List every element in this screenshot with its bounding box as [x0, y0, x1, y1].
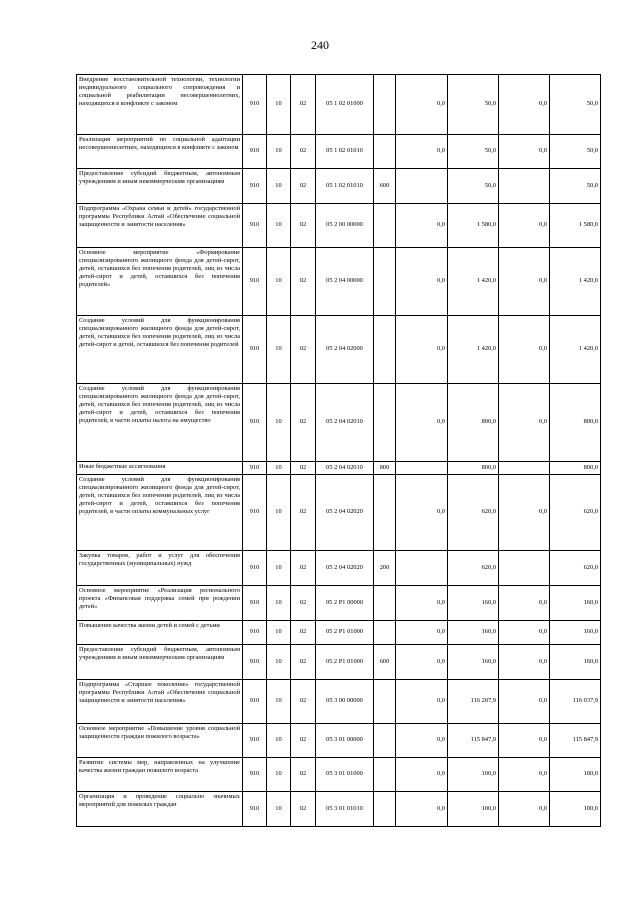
- section-code: 10: [267, 135, 291, 169]
- sum-column-3: [499, 462, 550, 475]
- table-row: [77, 724, 601, 758]
- ved-code: 910: [243, 792, 267, 827]
- expense-type-code: 600: [374, 645, 396, 680]
- sum-column-4: 50,0: [550, 169, 601, 204]
- sum-column-1: 0,0: [396, 135, 448, 169]
- sum-column-4: 800,0: [550, 384, 601, 462]
- sum-column-3: 0,0: [499, 621, 550, 645]
- section-code: 10: [267, 75, 291, 135]
- expense-type-code: 800: [374, 462, 396, 475]
- ved-code: 910: [243, 645, 267, 680]
- sum-column-3: 0,0: [499, 316, 550, 384]
- sum-column-2: 620,0: [448, 475, 499, 551]
- subsection-code: 02: [291, 75, 316, 135]
- sum-column-4: 160,0: [550, 645, 601, 680]
- row-name: Основное мероприятие «Формирование специализированного жилищного фонда для детей-сирот, детей, оставшихся без попечения родителей, лиц из числа детей-сирот и детей, оставшихся без попечения родителей»: [77, 248, 243, 316]
- expense-type-code: [374, 586, 396, 621]
- sum-column-4: 620,0: [550, 551, 601, 586]
- ved-code: 910: [243, 758, 267, 792]
- table-row: [77, 316, 601, 384]
- row-name: Внедрение восстановительной технологии, технологии индивидуального социального сопровождения и социальной реабилитации несовершеннолетних, находящихся в конфликте с законом: [77, 75, 243, 135]
- sum-column-2: 800,0: [448, 384, 499, 462]
- sum-column-3: 0,0: [499, 680, 550, 724]
- ved-code: 910: [243, 248, 267, 316]
- sum-column-2: 115 847,9: [448, 724, 499, 758]
- expense-type-code: [374, 680, 396, 724]
- sum-column-3: 0,0: [499, 75, 550, 135]
- sum-column-2: 160,0: [448, 586, 499, 621]
- ved-code: 910: [243, 724, 267, 758]
- section-code: 10: [267, 758, 291, 792]
- sum-column-3: 0,0: [499, 792, 550, 827]
- sum-column-1: 0,0: [396, 384, 448, 462]
- subsection-code: 02: [291, 169, 316, 204]
- row-name: Закупка товаров, работ и услуг для обеспечения государственных (муниципальных) нужд: [77, 551, 243, 586]
- table-row: [77, 758, 601, 792]
- sum-column-4: 160,0: [550, 621, 601, 645]
- sum-column-4: 1 580,0: [550, 204, 601, 248]
- ved-code: 910: [243, 475, 267, 551]
- row-name: Подпрограмма «Охрана семьи и детей» государственной программы Республики Алтай «Обеспечение социальной защищенности и занятости населения»: [77, 204, 243, 248]
- sum-column-4: 100,0: [550, 758, 601, 792]
- expense-type-code: 200: [374, 551, 396, 586]
- sum-column-2: 100,0: [448, 792, 499, 827]
- sum-column-4: 160,0: [550, 586, 601, 621]
- row-name: Создание условий для функционирования специализированного жилищного фонда для детей-сирот, детей, оставшихся без попечения родителей, лиц из числа детей-сирот и детей, оставшихся без попечения родителей, в части оплаты налога на имущество: [77, 384, 243, 462]
- section-code: 10: [267, 169, 291, 204]
- ved-code: 910: [243, 586, 267, 621]
- row-name: Предоставление субсидий бюджетным, автономным учреждениям и иным некоммерческим организациям: [77, 645, 243, 680]
- sum-column-4: 50,0: [550, 135, 601, 169]
- subsection-code: 02: [291, 248, 316, 316]
- sum-column-4: 100,0: [550, 792, 601, 827]
- subsection-code: 02: [291, 586, 316, 621]
- sum-column-4: 1 420,0: [550, 248, 601, 316]
- target-article-code: 05 2 P1 01000: [316, 621, 374, 645]
- subsection-code: 02: [291, 384, 316, 462]
- sum-column-3: [499, 551, 550, 586]
- row-name: Повышение качества жизни детей и семей с детьми: [77, 621, 243, 645]
- sum-column-3: [499, 169, 550, 204]
- ved-code: 910: [243, 384, 267, 462]
- section-code: 10: [267, 551, 291, 586]
- table-row: [77, 551, 601, 586]
- section-code: 10: [267, 316, 291, 384]
- sum-column-4: 115 847,9: [550, 724, 601, 758]
- sum-column-1: 0,0: [396, 475, 448, 551]
- ved-code: 910: [243, 204, 267, 248]
- row-name: Иные бюджетные ассигнования: [77, 462, 243, 475]
- sum-column-1: 0,0: [396, 724, 448, 758]
- expense-type-code: 600: [374, 169, 396, 204]
- sum-column-1: 0,0: [396, 758, 448, 792]
- sum-column-2: 160,0: [448, 645, 499, 680]
- sum-column-1: 0,0: [396, 792, 448, 827]
- table-row: [77, 645, 601, 680]
- section-code: 10: [267, 384, 291, 462]
- target-article-code: 05 3 01 01010: [316, 792, 374, 827]
- section-code: 10: [267, 462, 291, 475]
- row-name: Основное мероприятие «Реализация регионального проекта «Финансовая поддержка семей при рождении детей»: [77, 586, 243, 621]
- section-code: 10: [267, 204, 291, 248]
- sum-column-3: 0,0: [499, 475, 550, 551]
- target-article-code: 05 2 04 02010: [316, 462, 374, 475]
- sum-column-1: 0,0: [396, 621, 448, 645]
- sum-column-2: 160,0: [448, 621, 499, 645]
- table-row: [77, 586, 601, 621]
- row-name: Создание условий для функционирования специализированного жилищного фонда для детей-сирот, детей, оставшихся без попечения родителей, лиц из числа детей-сирот и детей, оставшихся без попечения родителей, в части оплаты коммунальных услуг: [77, 475, 243, 551]
- table-row: [77, 680, 601, 724]
- ved-code: 910: [243, 621, 267, 645]
- section-code: 10: [267, 248, 291, 316]
- sum-column-2: 50,0: [448, 75, 499, 135]
- sum-column-2: 50,0: [448, 169, 499, 204]
- target-article-code: 05 2 00 00000: [316, 204, 374, 248]
- subsection-code: 02: [291, 462, 316, 475]
- ved-code: 910: [243, 316, 267, 384]
- section-code: 10: [267, 621, 291, 645]
- ved-code: 910: [243, 462, 267, 475]
- sum-column-1: 0,0: [396, 204, 448, 248]
- section-code: 10: [267, 645, 291, 680]
- row-name: Реализация мероприятий по социальной адаптации несовершеннолетних, находящихся в конфликте с законом: [77, 135, 243, 169]
- sum-column-2: 800,0: [448, 462, 499, 475]
- expense-type-code: [374, 204, 396, 248]
- sum-column-1: [396, 169, 448, 204]
- row-name: Создание условий для функционирования специализированного жилищного фонда для детей-сирот, детей, оставшихся без попечения родителей, лиц из числа детей-сирот и детей, оставшихся без попечения родителей: [77, 316, 243, 384]
- section-code: 10: [267, 475, 291, 551]
- target-article-code: 05 2 04 00000: [316, 248, 374, 316]
- subsection-code: 02: [291, 645, 316, 680]
- section-code: 10: [267, 792, 291, 827]
- table-row: [77, 621, 601, 645]
- target-article-code: 05 2 P1 00000: [316, 586, 374, 621]
- sum-column-3: 0,0: [499, 724, 550, 758]
- sum-column-2: 50,0: [448, 135, 499, 169]
- sum-column-3: 0,0: [499, 645, 550, 680]
- row-name: Развитие системы мер, направленных на улучшение качества жизни граждан пожилого возраста: [77, 758, 243, 792]
- table-row: [77, 135, 601, 169]
- expense-type-code: [374, 248, 396, 316]
- subsection-code: 02: [291, 621, 316, 645]
- subsection-code: 02: [291, 680, 316, 724]
- ved-code: 910: [243, 551, 267, 586]
- section-code: 10: [267, 586, 291, 621]
- subsection-code: 02: [291, 204, 316, 248]
- section-code: 10: [267, 680, 291, 724]
- table-row: [77, 75, 601, 135]
- table-row: [77, 792, 601, 827]
- sum-column-4: 1 420,0: [550, 316, 601, 384]
- table-row: [77, 248, 601, 316]
- row-name: Основное мероприятие «Повышение уровня социальной защищенности граждан пожилого возраста»: [77, 724, 243, 758]
- sum-column-1: 0,0: [396, 645, 448, 680]
- sum-column-4: 800,0: [550, 462, 601, 475]
- subsection-code: 02: [291, 792, 316, 827]
- sum-column-1: 0,0: [396, 680, 448, 724]
- target-article-code: 05 3 00 00000: [316, 680, 374, 724]
- expense-type-code: [374, 316, 396, 384]
- sum-column-3: 0,0: [499, 586, 550, 621]
- expense-type-code: [374, 792, 396, 827]
- expense-type-code: [374, 724, 396, 758]
- sum-column-2: 100,0: [448, 758, 499, 792]
- target-article-code: 05 2 04 02020: [316, 475, 374, 551]
- target-article-code: 05 2 P1 01000: [316, 645, 374, 680]
- target-article-code: 05 1 02 01010: [316, 135, 374, 169]
- sum-column-4: 620,0: [550, 475, 601, 551]
- table-row: [77, 475, 601, 551]
- sum-column-3: 0,0: [499, 204, 550, 248]
- target-article-code: 05 2 04 02000: [316, 316, 374, 384]
- subsection-code: 02: [291, 551, 316, 586]
- sum-column-3: 0,0: [499, 758, 550, 792]
- table-row: [77, 384, 601, 462]
- sum-column-1: [396, 551, 448, 586]
- subsection-code: 02: [291, 135, 316, 169]
- target-article-code: 05 3 01 00000: [316, 724, 374, 758]
- table-row: [77, 169, 601, 204]
- expense-type-code: [374, 135, 396, 169]
- target-article-code: 05 3 01 01000: [316, 758, 374, 792]
- subsection-code: 02: [291, 758, 316, 792]
- sum-column-1: [396, 462, 448, 475]
- expense-type-code: [374, 475, 396, 551]
- sum-column-4: 50,0: [550, 75, 601, 135]
- sum-column-1: 0,0: [396, 248, 448, 316]
- expense-type-code: [374, 384, 396, 462]
- row-name: Организация и проведение социально значимых мероприятий для пожилых граждан: [77, 792, 243, 827]
- sum-column-2: 1 420,0: [448, 248, 499, 316]
- sum-column-2: 1 420,0: [448, 316, 499, 384]
- target-article-code: 05 1 02 01010: [316, 169, 374, 204]
- table-row: [77, 204, 601, 248]
- sum-column-1: 0,0: [396, 75, 448, 135]
- expense-type-code: [374, 758, 396, 792]
- sum-column-1: 0,0: [396, 586, 448, 621]
- ved-code: 910: [243, 169, 267, 204]
- target-article-code: 05 2 04 02010: [316, 384, 374, 462]
- sum-column-2: 620,0: [448, 551, 499, 586]
- row-name: Подпрограмма «Старшее поколение» государственной программы Республики Алтай «Обеспечение социальной защищенности и занятости населения»: [77, 680, 243, 724]
- target-article-code: 05 2 04 02020: [316, 551, 374, 586]
- table-row: [77, 462, 601, 475]
- sum-column-2: 116 207,9: [448, 680, 499, 724]
- budget-table-body: [77, 75, 601, 827]
- sum-column-3: 0,0: [499, 248, 550, 316]
- sum-column-3: 0,0: [499, 384, 550, 462]
- subsection-code: 02: [291, 316, 316, 384]
- page-number: 240: [311, 38, 329, 52]
- sum-column-3: 0,0: [499, 135, 550, 169]
- expense-type-code: [374, 621, 396, 645]
- row-name: Предоставление субсидий бюджетным, автономным учреждениям и иным некоммерческим организациям: [77, 169, 243, 204]
- expense-type-code: [374, 75, 396, 135]
- ved-code: 910: [243, 75, 267, 135]
- subsection-code: 02: [291, 475, 316, 551]
- sum-column-2: 1 580,0: [448, 204, 499, 248]
- subsection-code: 02: [291, 724, 316, 758]
- target-article-code: 05 1 02 01000: [316, 75, 374, 135]
- ved-code: 910: [243, 680, 267, 724]
- section-code: 10: [267, 724, 291, 758]
- sum-column-1: 0,0: [396, 316, 448, 384]
- ved-code: 910: [243, 135, 267, 169]
- sum-column-4: 116 037,9: [550, 680, 601, 724]
- budget-table: [76, 74, 601, 827]
